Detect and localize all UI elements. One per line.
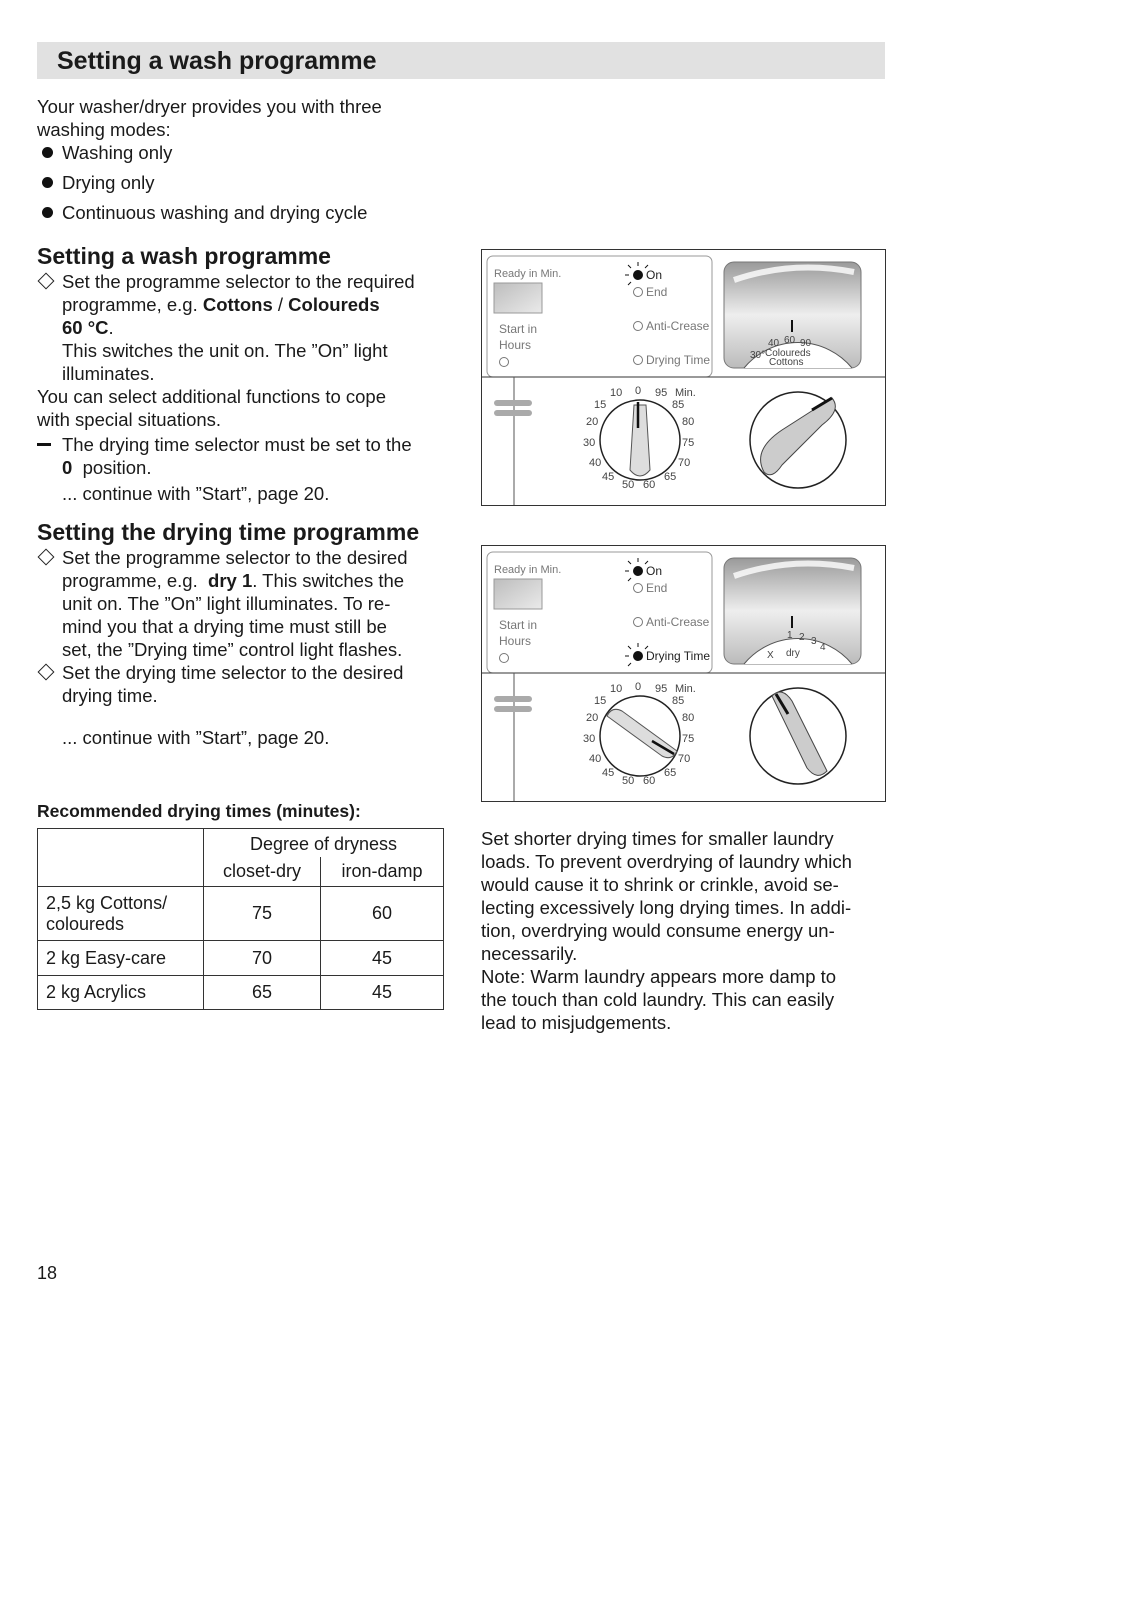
svg-text:dry: dry: [786, 648, 800, 659]
svg-text:60: 60: [643, 775, 656, 787]
intro-line-2: washing modes:: [37, 119, 171, 140]
table-row: 2 kg Easy-care 70 45: [38, 941, 444, 976]
svg-text:4: 4: [820, 642, 826, 653]
svg-text:75: 75: [682, 733, 695, 745]
svg-text:20: 20: [586, 416, 599, 428]
wash-section-title: Setting a wash programme: [37, 243, 331, 269]
svg-text:Ready in Min.: Ready in Min.: [494, 564, 562, 576]
ready-label: Ready in Min.: [494, 268, 562, 280]
table-col-header: iron-damp: [321, 857, 444, 887]
dash-icon: [37, 443, 51, 446]
svg-text:30°: 30°: [750, 350, 766, 361]
table-row: 2,5 kg Cottons/ coloureds 75 60: [38, 887, 444, 941]
svg-text:45: 45: [602, 767, 615, 779]
bullet-icon: [42, 177, 53, 188]
anti-crease-label: Anti-Crease: [646, 319, 710, 333]
bullet-icon: [42, 207, 53, 218]
svg-text:10: 10: [610, 387, 623, 399]
drying-times-table: [37, 828, 444, 1010]
drying-time-light-icon: [625, 643, 648, 666]
dry-section-title: Setting the drying time programme: [37, 519, 420, 545]
svg-text:Drying Time: Drying Time: [646, 649, 711, 663]
svg-text:95: 95: [655, 387, 668, 399]
panel-1-svg: [482, 250, 885, 505]
svg-text:1: 1: [787, 630, 793, 641]
svg-text:Min.: Min.: [675, 387, 696, 399]
svg-text:45: 45: [602, 471, 615, 483]
page-number: 18: [37, 1263, 58, 1283]
svg-text:Start in: Start in: [499, 618, 538, 632]
page-title: Setting a wash programme: [57, 47, 377, 75]
svg-text:40: 40: [589, 753, 602, 765]
table-row: 2 kg Acrylics 65 45: [38, 976, 444, 1010]
hours-label: Hours: [499, 338, 532, 352]
table-corner: [38, 829, 204, 887]
control-panel-illustration-2: [481, 545, 886, 802]
bullet-icon: [42, 147, 53, 158]
svg-text:0: 0: [635, 385, 642, 397]
svg-text:X: X: [767, 650, 774, 661]
drying-time-label: Drying Time: [646, 353, 711, 367]
extra-line-2: with special situations.: [37, 409, 222, 430]
svg-text:50: 50: [622, 775, 635, 787]
svg-text:Cottons: Cottons: [769, 357, 804, 368]
svg-text:85: 85: [672, 399, 685, 411]
dry-continue: ... continue with ”Start”, page 20.: [62, 727, 330, 748]
svg-text:Coloureds: Coloureds: [765, 348, 811, 359]
on-light-icon: [625, 558, 648, 581]
svg-text:70: 70: [678, 753, 691, 765]
wash-continue: ... continue with ”Start”, page 20.: [62, 483, 330, 504]
svg-text:70: 70: [678, 457, 691, 469]
svg-text:40: 40: [589, 457, 602, 469]
svg-text:On: On: [646, 564, 663, 578]
intro-line-1: Your washer/dryer provides you with three: [37, 96, 382, 117]
start-in-label: Start in: [499, 322, 538, 336]
svg-text:80: 80: [682, 712, 695, 724]
table-group-header: Degree of dryness: [204, 829, 444, 857]
svg-text:40: 40: [768, 338, 780, 349]
svg-text:10: 10: [610, 683, 623, 695]
svg-text:90: 90: [800, 338, 812, 349]
table-caption: Recommended drying times (minutes):: [37, 801, 361, 821]
svg-text:85: 85: [672, 695, 685, 707]
svg-text:Anti-Crease: Anti-Crease: [646, 615, 710, 629]
svg-text:30: 30: [583, 733, 596, 745]
svg-text:Min.: Min.: [675, 683, 696, 695]
svg-text:30: 30: [583, 437, 596, 449]
diamond-icon: [38, 664, 55, 681]
svg-text:65: 65: [664, 471, 677, 483]
svg-text:Hours: Hours: [499, 634, 532, 648]
svg-text:0: 0: [635, 681, 642, 693]
svg-text:20: 20: [586, 712, 599, 724]
svg-text:75: 75: [682, 437, 695, 449]
svg-text:50: 50: [622, 479, 635, 491]
diamond-icon: [38, 549, 55, 566]
svg-text:15: 15: [594, 695, 607, 707]
control-panel-illustration-1: [481, 249, 886, 506]
diamond-icon: [38, 273, 55, 290]
svg-text:End: End: [646, 581, 668, 595]
table-col-header: closet-dry: [204, 857, 321, 887]
svg-text:3: 3: [811, 636, 817, 647]
svg-text:15: 15: [594, 399, 607, 411]
side-text: Set shorter drying times for smaller laundry loads. To prevent overdrying of laundry which would cause it to shrink or crinkle, avoid se- lecting excessively long drying times. In addi- tion, overdrying would consume energy un- necessarily. Note: Warm laundry appears more damp to the touch than cold laundry. This can easily lead to misjudgements.: [481, 828, 852, 1033]
panel-2-svg: [482, 546, 885, 801]
svg-text:95: 95: [655, 683, 668, 695]
svg-text:65: 65: [664, 767, 677, 779]
svg-text:80: 80: [682, 416, 695, 428]
svg-text:60: 60: [643, 479, 656, 491]
end-label: End: [646, 285, 668, 299]
on-label: On: [646, 268, 663, 282]
extra-line-1: You can select additional functions to cope: [37, 386, 387, 407]
svg-text:60: 60: [784, 335, 796, 346]
svg-text:2: 2: [799, 632, 805, 643]
on-light-icon: [625, 262, 648, 285]
